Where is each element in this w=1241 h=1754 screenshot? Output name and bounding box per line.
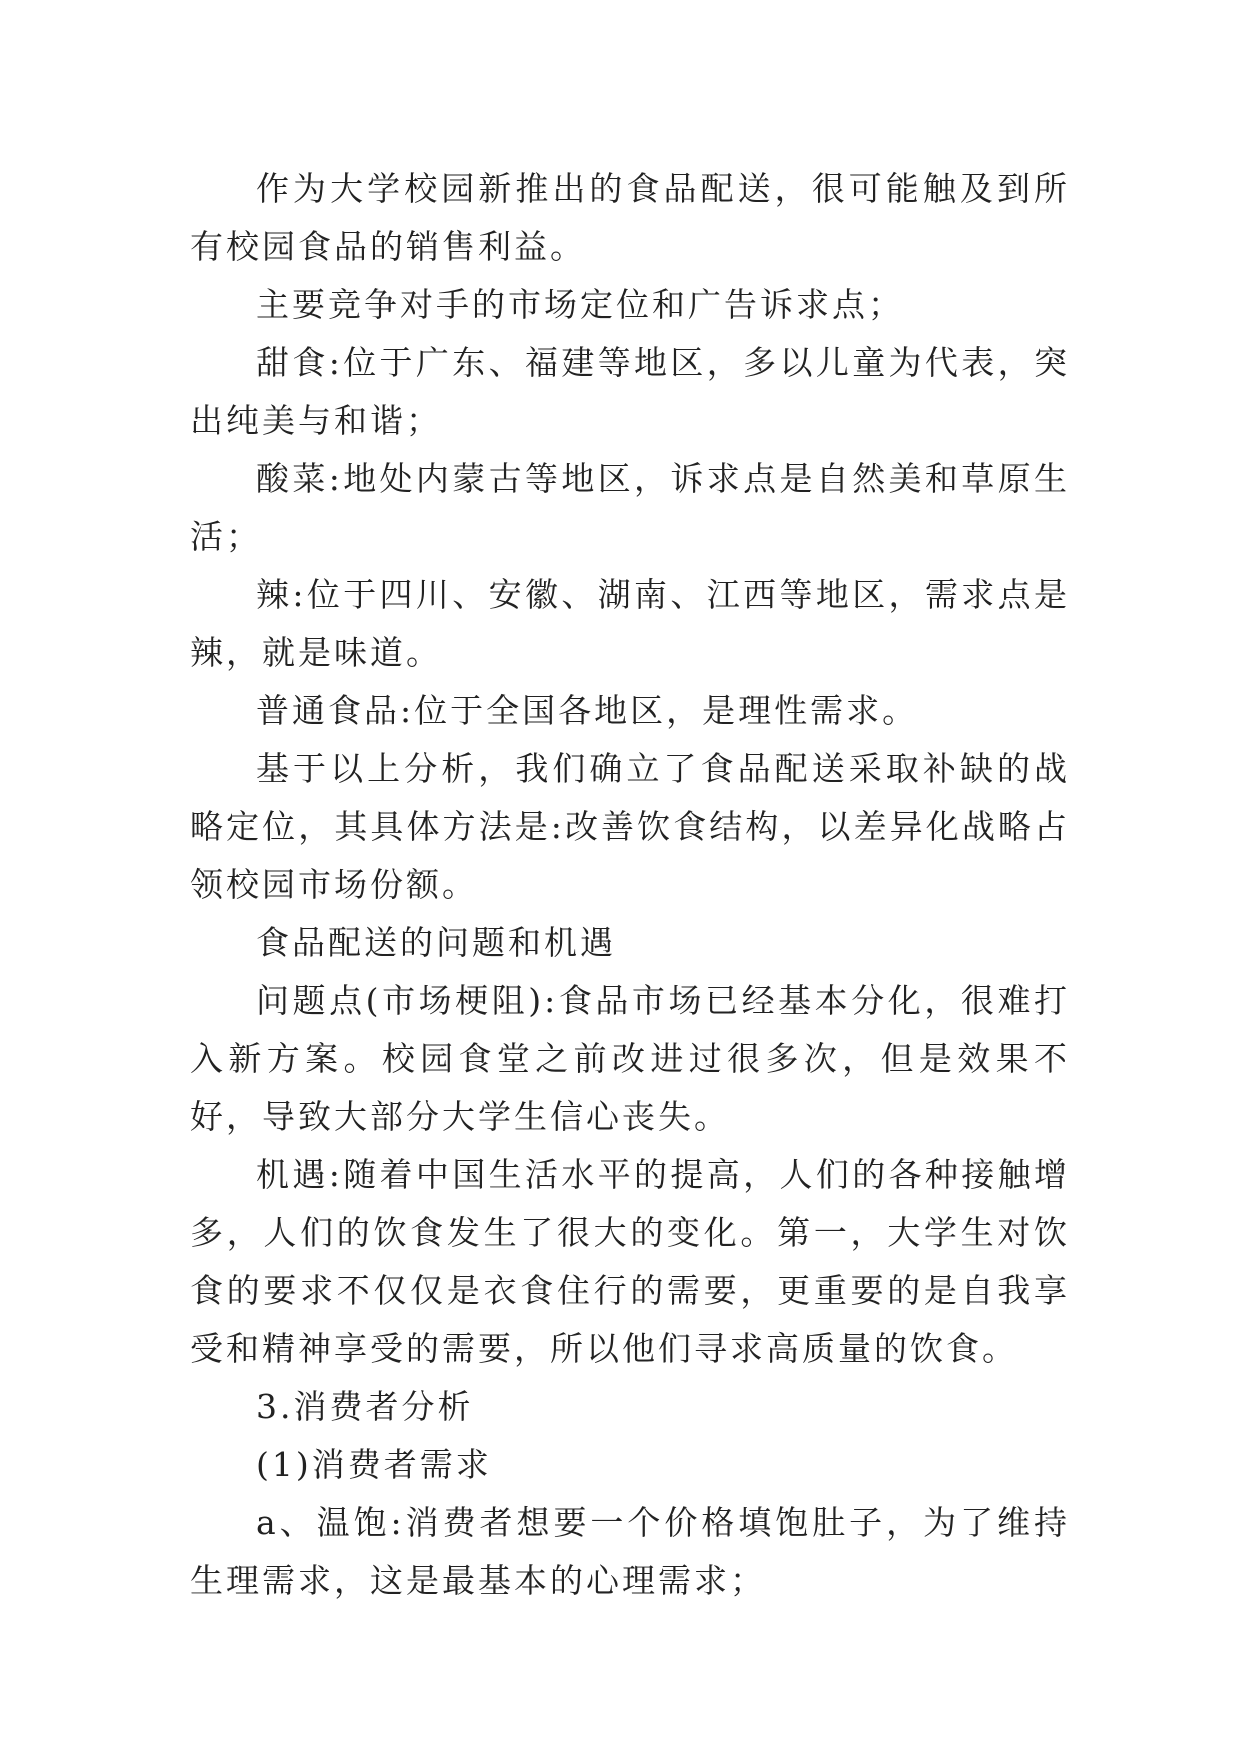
section-heading-problems-opportunities: 食品配送的问题和机遇 (256, 923, 616, 962)
paragraph-opportunities: 机遇:随着中国生活水平的提高，人们的各种接触增多，人们的饮食发生了很大的变化。第一，大学生对饮食的要求不仅仅是衣食住行的需要，更重要的是自我享受和精神享受的需要，所以他们寻求高质量的饮食。 (190, 1155, 1070, 1368)
paragraph-spicy: 辣:位于四川、安徽、湖南、江西等地区，需求点是辣，就是味道。 (190, 575, 1070, 672)
paragraph-sweets: 甜食:位于广东、福建等地区，多以儿童为代表，突出纯美与和谐； (190, 343, 1070, 440)
paragraph-competitor-positioning: 主要竞争对手的市场定位和广告诉求点； (256, 285, 904, 324)
paragraph-regular-food: 普通食品:位于全国各地区，是理性需求。 (256, 691, 919, 730)
paragraph-problems: 问题点(市场梗阻):食品市场已经基本分化，很难打入新方案。校园食堂之前改进过很多次，但是效果不好，导致大部分大学生信心丧失。 (190, 981, 1070, 1136)
section-heading-consumer-analysis: 3.消费者分析 (256, 1387, 474, 1426)
document-body (190, 160, 1070, 1610)
paragraph-need-satiety: a、温饱:消费者想要一个价格填饱肚子，为了维持生理需求，这是最基本的心理需求； (190, 1503, 1070, 1600)
paragraph-sauerkraut: 酸菜:地处内蒙古等地区，诉求点是自然美和草原生活； (190, 459, 1070, 556)
paragraph-strategy: 基于以上分析，我们确立了食品配送采取补缺的战略定位，其具体方法是:改善饮食结构，以差异化战略占领校园市场份额。 (190, 749, 1070, 904)
paragraph-competition-scope: 作为大学校园新推出的食品配送，很可能触及到所有校园食品的销售利益。 (190, 169, 1070, 266)
subsection-heading-consumer-needs: (1)消费者需求 (256, 1445, 492, 1484)
